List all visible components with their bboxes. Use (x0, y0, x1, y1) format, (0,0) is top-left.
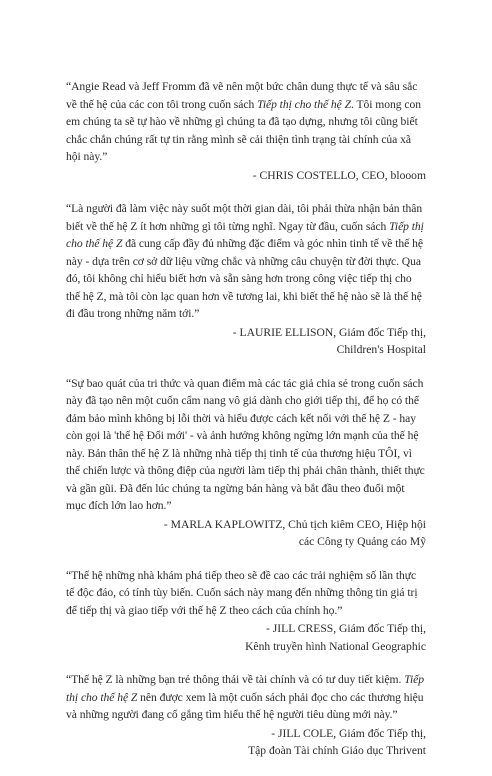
testimonial-quote (66, 375, 426, 515)
quote-text: “Là người đã làm việc này suốt một thời gian dài, tôi phải thừa nhận bản thân biết về thế hệ Z ít hơn những gì tôi từng nghĩ. Ngay từ đầu, cuốn sách (66, 202, 423, 233)
testimonial-block (66, 671, 426, 760)
quote-text: “Sự bao quát của tri thức và quan điểm mà các tác giả chia sẻ trong cuốn sách này đã tạo nên một cuốn cẩm nang vô giá dành cho giới tiếp thị, để họ có thể đảm bảo mình không bị lỗi thời và hiểu được cách kết nối với thế hệ Z - hay còn gọi là 'thế hệ Đổi mới' - và ảnh hưởng không ngừng lớn mạnh của thế hệ này. Bản thân thế hệ Z là những nhà tiếp thị tinh tế của thương hiệu TÔI, vì thế chiến lược và thông điệp của người làm tiếp thị phải chân thành, thiết thực và gần gũi. Đã đến lúc chúng ta ngừng bán hàng và bắt đầu theo đuổi một mục đích lớn lao hơn.” (66, 376, 425, 512)
testimonials-page (66, 78, 426, 776)
testimonial-attribution (66, 725, 426, 760)
attribution-line: Kênh truyền hình National Geographic (245, 639, 426, 653)
attribution-line: Tập đoàn Tài chính Giáo dục Thrivent (248, 744, 426, 757)
testimonial-quote (66, 200, 426, 323)
book-title: Tiếp thị cho thế hệ Z (66, 219, 424, 250)
testimonial-quote (66, 78, 426, 166)
testimonial-quote (66, 671, 426, 724)
attribution-line: - LAURIE ELLISON, Giám đốc Tiếp thị, (232, 325, 426, 339)
quote-text: đã cung cấp đầy đủ những đặc điểm và góc nhìn tinh tế về thế hệ này - dựa trên cơ sở dữ liệu vững chắc và những câu chuyện từ đời thực. Qua đó, tôi không chỉ hiểu biết hơn và sẵn sàng hơn trong công việc tiếp thị cho thế hệ Z, mà tôi còn lạc quan hơn về tương lai, khi biết thế hệ nào sẽ là thế hệ đi đầu trong những năm tới.” (66, 237, 423, 320)
quote-text: “Thế hệ những nhà khám phá tiếp theo sẽ đề cao các trải nghiệm số lần thực tế độc đáo, có tính tùy biến. Cuốn sách này mang đến những thông tin giá trị để tiếp thị và giao tiếp với thế hệ Z theo cách của chính họ.” (66, 568, 418, 617)
testimonial-attribution (66, 324, 426, 359)
attribution-line: - MARLA KAPLOWITZ, Chủ tịch kiêm CEO, Hiệp hội (163, 517, 426, 531)
attribution-line: các Công ty Quảng cáo Mỹ (298, 535, 426, 548)
testimonial-block (66, 567, 426, 656)
attribution-line: Children's Hospital (336, 343, 426, 356)
testimonial-attribution (66, 516, 426, 551)
testimonial-block (66, 78, 426, 184)
quote-text: “Angie Read và Jeff Fromm đã vẽ nên một bức chân dung thực tế và sâu sắc về thế hệ của các con tôi trong cuốn sách (66, 80, 418, 111)
testimonial-block (66, 200, 426, 359)
book-title: Tiếp thị cho thế hệ Z (257, 97, 352, 111)
testimonial-block (66, 375, 426, 551)
attribution-line: - JILL CRESS, Giám đốc Tiếp thị, (266, 622, 426, 635)
testimonial-attribution (66, 167, 426, 185)
attribution-line: - JILL COLE, Giám đốc Tiếp thị, (271, 726, 426, 740)
testimonial-attribution (66, 620, 426, 655)
testimonial-quote (66, 567, 426, 620)
book-title: Tiếp thị cho thế hệ Z (66, 673, 424, 704)
quote-text: “Thế hệ Z là những bạn trẻ thông thái về tài chính và có tư duy tiết kiệm. (66, 673, 405, 686)
quote-text: . Tôi mong con em chúng ta sẽ tự hào về những gì chúng ta đã tạo dựng, nhưng tôi cũng biết chắc chắn chúng rất tự tin rằng mình sẽ cải thiện tình trạng tài chính của xã hội này.” (66, 97, 421, 163)
attribution-line: - CHRIS COSTELLO, CEO, blooom (252, 168, 426, 182)
quote-text: nên được xem là một cuốn sách phải đọc cho các thương hiệu và những người đang cố gắng tìm hiểu thế hệ người tiêu dùng mới này.” (66, 690, 424, 721)
